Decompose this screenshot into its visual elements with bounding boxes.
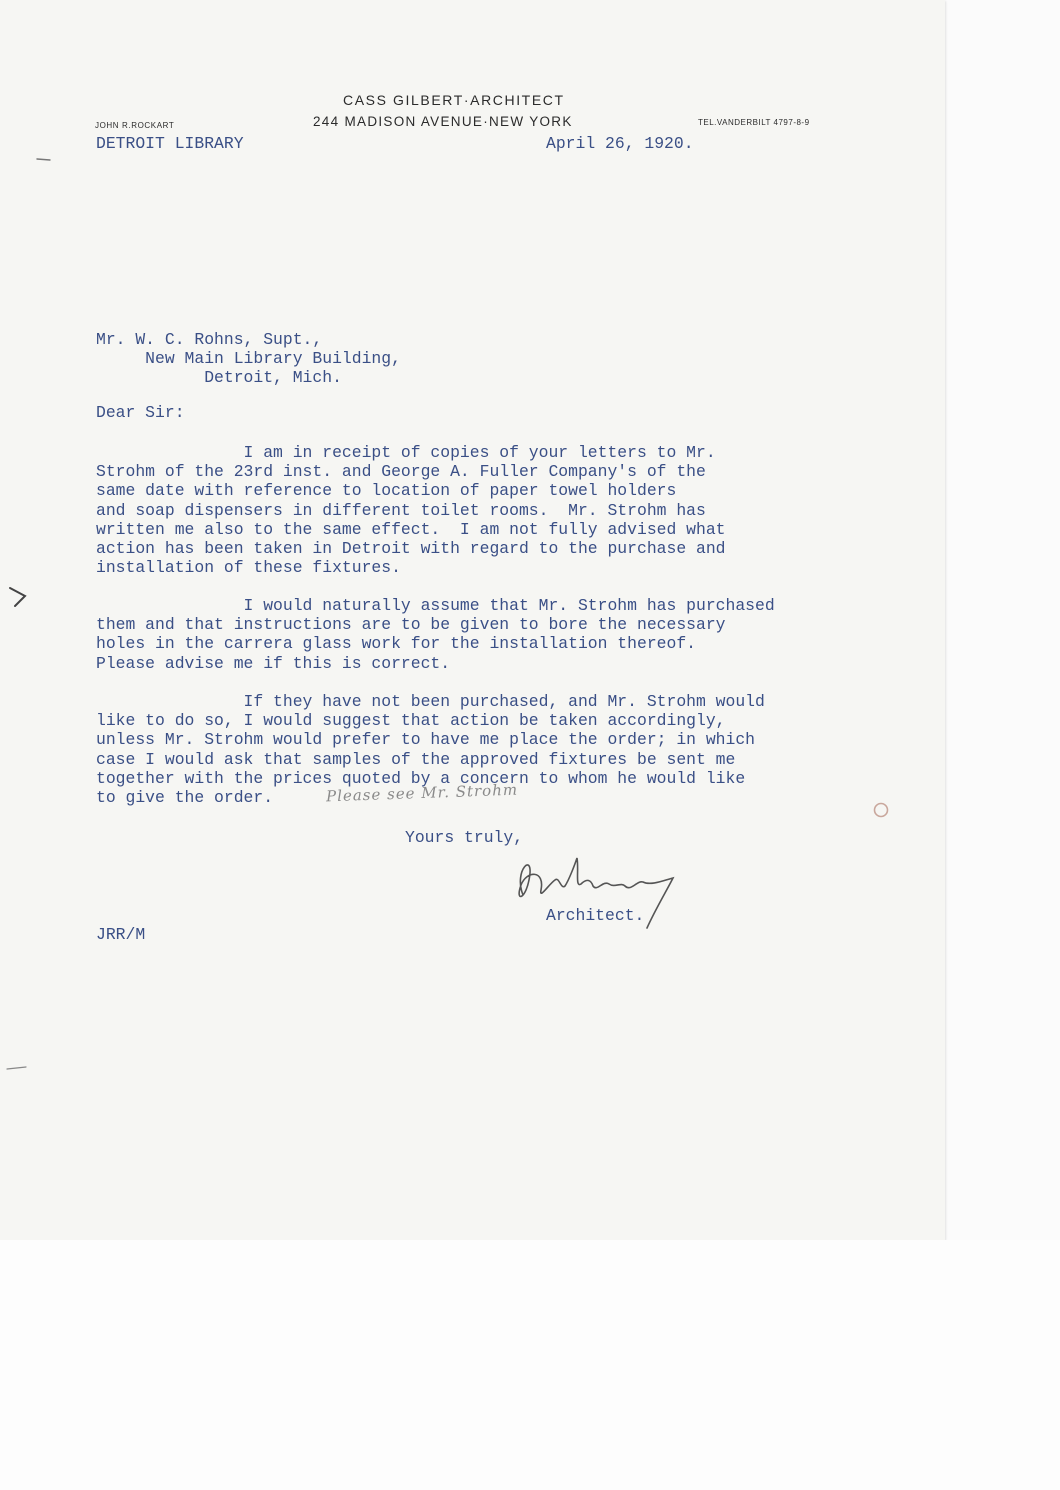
salutation: Dear Sir: <box>96 403 185 422</box>
recipient-line: Detroit, Mich. <box>96 368 342 388</box>
recipient-line: New Main Library Building, <box>96 349 401 369</box>
paper-mark-dash <box>6 1063 30 1073</box>
letterhead-telephone: TEL.VANDERBILT 4797-8-9 <box>698 118 810 127</box>
body-paragraph-2: I would naturally assume that Mr. Strohm has purchased them and that instructions are to be given to bore the necessary holes in the carrera glass work for the installation thereof. Please advise me if this is correct. <box>96 596 775 673</box>
letterhead-title: CASS GILBERT·ARCHITECT <box>343 92 565 108</box>
letterhead-name: JOHN R.ROCKART <box>95 121 175 130</box>
body-paragraph-3: If they have not been purchased, and Mr. Strohm would like to do so, I would suggest that action be taken accordingly, unless Mr. Strohm would prefer to have me place the order; in which case I would ask that samples of the approved fixtures be sent me together with the prices quoted by a concern to whom he would like to give the order. <box>96 692 765 808</box>
file-reference: DETROIT LIBRARY <box>96 134 244 153</box>
paper-mark-dash <box>36 155 52 163</box>
paper-mark-arrow <box>8 586 28 608</box>
recipient-line: Mr. W. C. Rohns, Supt., <box>96 330 323 349</box>
paper-mark-circle <box>872 801 890 819</box>
scan-background <box>0 1240 1060 1490</box>
handwritten-note: Please see Mr. Strohm <box>325 780 519 806</box>
recipient-address <box>96 330 401 388</box>
body-paragraph-1: I am in receipt of copies of your letters to Mr. Strohm of the 23rd inst. and George A. Fuller Company's of the same date with reference to location of paper towel holders and soap dispensers in different toilet rooms. Mr. Strohm has written me also to the same effect. I am not fully advised what action has been taken in Detroit with regard to the purchase and installation of these fixtures. <box>96 443 726 578</box>
letterhead-address: 244 MADISON AVENUE·NEW YORK <box>313 114 573 129</box>
letter-date: April 26, 1920. <box>546 134 694 153</box>
closing: Yours truly, <box>405 828 524 847</box>
signature-title: Architect. <box>546 906 645 925</box>
typist-initials: JRR/M <box>96 925 146 944</box>
